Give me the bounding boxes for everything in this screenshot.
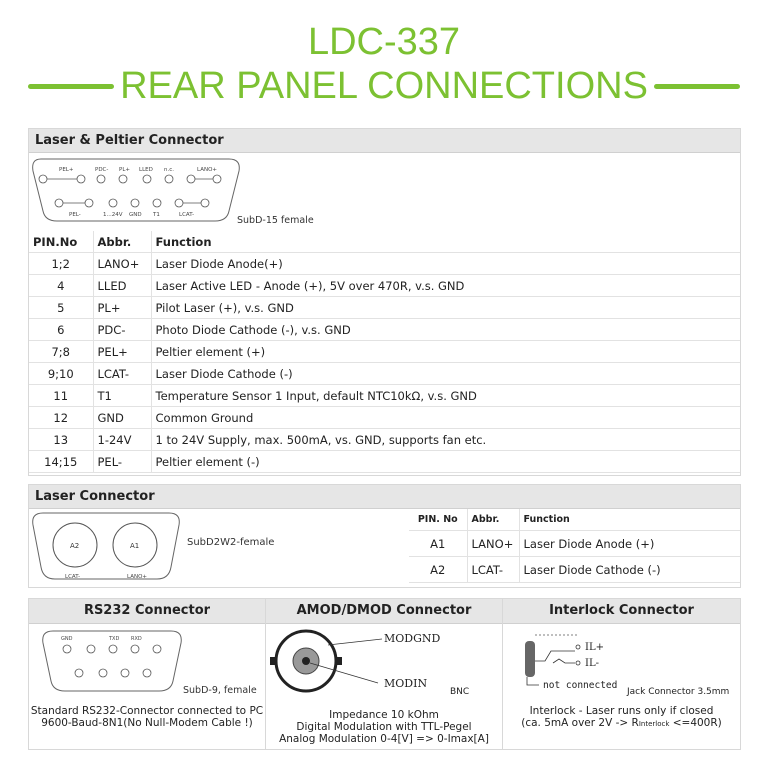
connector-type-label: SubD2W2-female: [187, 537, 275, 548]
jack-diagram: [503, 625, 739, 701]
rs232-note-2: 9600-Baud-8N1(No Null-Modem Cable !): [41, 717, 253, 729]
interlock-note-1: Interlock - Laser runs only if closed: [529, 705, 714, 717]
table-cell: A2: [409, 557, 467, 583]
laser-connector-header: Laser Connector: [29, 485, 740, 509]
pin-label: LANO+: [127, 574, 148, 580]
table-cell: Peltier element (-): [151, 451, 740, 473]
rs232-header: RS232 Connector: [29, 599, 265, 624]
amod-note-3: Analog Modulation 0-4[V] => 0-Imax[A]: [279, 733, 489, 745]
table-row: [29, 341, 740, 363]
subd9-diagram: [29, 625, 265, 701]
table-row: [29, 429, 740, 451]
table-cell: 6: [29, 319, 93, 341]
table-row: [409, 531, 740, 557]
table-cell: GND: [93, 407, 151, 429]
amod-note-2: Digital Modulation with TTL-Pegel: [296, 721, 472, 733]
table-cell: 5: [29, 297, 93, 319]
table-row: [29, 297, 740, 319]
col-header: Function: [151, 231, 740, 253]
table-cell: PEL+: [93, 341, 151, 363]
amod-header: AMOD/DMOD Connector: [266, 599, 502, 624]
table-row: [29, 275, 740, 297]
page-subtitle: REAR PANEL CONNECTIONS: [120, 65, 648, 107]
bottom-connectors-section: [28, 598, 741, 750]
pin-label: LCAT-: [65, 574, 81, 580]
interlock-cell: [503, 599, 740, 749]
table-cell: 11: [29, 385, 93, 407]
table-row: [29, 253, 740, 275]
table-cell: 1 to 24V Supply, max. 500mA, vs. GND, supports fan etc.: [151, 429, 740, 451]
table-cell: A1: [409, 531, 467, 557]
title-bar-right: [654, 84, 740, 89]
table-row: [29, 451, 740, 473]
table-cell: 9;10: [29, 363, 93, 385]
bnc-diagram: [266, 625, 502, 707]
pin-label: LLED: [139, 167, 153, 173]
diagram-label: GND: [61, 636, 73, 642]
table-cell: Pilot Laser (+), v.s. GND: [151, 297, 740, 319]
pin-label: LCAT-: [179, 212, 195, 218]
connector-type-label: SubD-9, female: [183, 685, 257, 696]
table-row: [409, 557, 740, 583]
pin-label: T1: [153, 212, 160, 218]
not-connected-label: not connected: [543, 680, 618, 691]
pin-label: PL+: [119, 167, 130, 173]
table-cell: Photo Diode Cathode (-), v.s. GND: [151, 319, 740, 341]
rs232-cell: [29, 599, 266, 749]
connector-type-label: SubD-15 female: [237, 215, 314, 226]
table-cell: PEL-: [93, 451, 151, 473]
rs232-note-1: Standard RS232-Connector connected to PC: [30, 705, 264, 717]
table-cell: 1;2: [29, 253, 93, 275]
table-cell: LLED: [93, 275, 151, 297]
laser-connector-section: [28, 484, 741, 588]
table-cell: 13: [29, 429, 93, 451]
laser-peltier-section: [28, 128, 741, 476]
table-cell: Peltier element (+): [151, 341, 740, 363]
table-cell: Common Ground: [151, 407, 740, 429]
jack-type-label: Jack Connector 3.5mm: [627, 687, 730, 697]
il-plus-label: IL+: [585, 642, 604, 653]
pin-label: GND: [129, 212, 142, 218]
bnc-label: BNC: [450, 687, 470, 697]
table-cell: 4: [29, 275, 93, 297]
table-cell: Laser Diode Cathode (-): [519, 557, 740, 583]
amod-cell: [266, 599, 503, 749]
interlock-note-2: (ca. 5mA over 2V -> RInterlock <=400R): [521, 717, 722, 729]
table-header-row: PIN. No Abbr. Function: [409, 509, 740, 531]
subd2w2-diagram: [29, 509, 329, 585]
table-cell: Laser Active LED - Anode (+), 5V over 470R, v.s. GND: [151, 275, 740, 297]
pin-label: 1...24V: [103, 212, 123, 218]
table-cell: LANO+: [93, 253, 151, 275]
col-header: PIN.No: [29, 231, 93, 253]
amod-note-1: Impedance 10 kOhm: [329, 709, 439, 721]
table-cell: LCAT-: [467, 557, 519, 583]
table-cell: 12: [29, 407, 93, 429]
pin-label: A1: [130, 542, 140, 550]
pin-label: LANO+: [197, 167, 218, 173]
table-cell: LANO+: [467, 531, 519, 557]
table-row: [29, 319, 740, 341]
subd15-diagram: [29, 153, 349, 235]
diagram-label: TXD: [109, 636, 120, 642]
table-cell: Laser Diode Anode (+): [519, 531, 740, 557]
pin-label: PEL-: [69, 212, 81, 218]
table-cell: PL+: [93, 297, 151, 319]
pin-label: PDC-: [95, 167, 109, 173]
table-cell: 14;15: [29, 451, 93, 473]
modgnd-label: MODGND: [384, 632, 441, 645]
table-cell: LCAT-: [93, 363, 151, 385]
laser-connector-table: [409, 509, 740, 583]
table-header-row: [29, 231, 740, 253]
page-title: LDC-337: [307, 21, 461, 63]
table-row: [29, 407, 740, 429]
table-row: [29, 363, 740, 385]
pin-label: A2: [70, 542, 80, 550]
table-row: [29, 385, 740, 407]
table-cell: Temperature Sensor 1 Input, default NTC10kΩ, v.s. GND: [151, 385, 740, 407]
modin-label: MODIN: [384, 677, 428, 690]
laser-peltier-header: Laser & Peltier Connector: [29, 129, 740, 153]
table-cell: 1-24V: [93, 429, 151, 451]
table-cell: 7;8: [29, 341, 93, 363]
table-cell: Laser Diode Anode(+): [151, 253, 740, 275]
pin-label: PEL+: [59, 167, 74, 173]
il-minus-label: IL-: [585, 658, 599, 669]
diagram-label: RXD: [131, 636, 142, 642]
col-header: Abbr.: [93, 231, 151, 253]
table-cell: Laser Diode Cathode (-): [151, 363, 740, 385]
pin-label: n.c.: [164, 167, 175, 173]
laser-peltier-table: [29, 231, 740, 473]
table-cell: PDC-: [93, 319, 151, 341]
interlock-header: Interlock Connector: [503, 599, 740, 624]
table-cell: T1: [93, 385, 151, 407]
